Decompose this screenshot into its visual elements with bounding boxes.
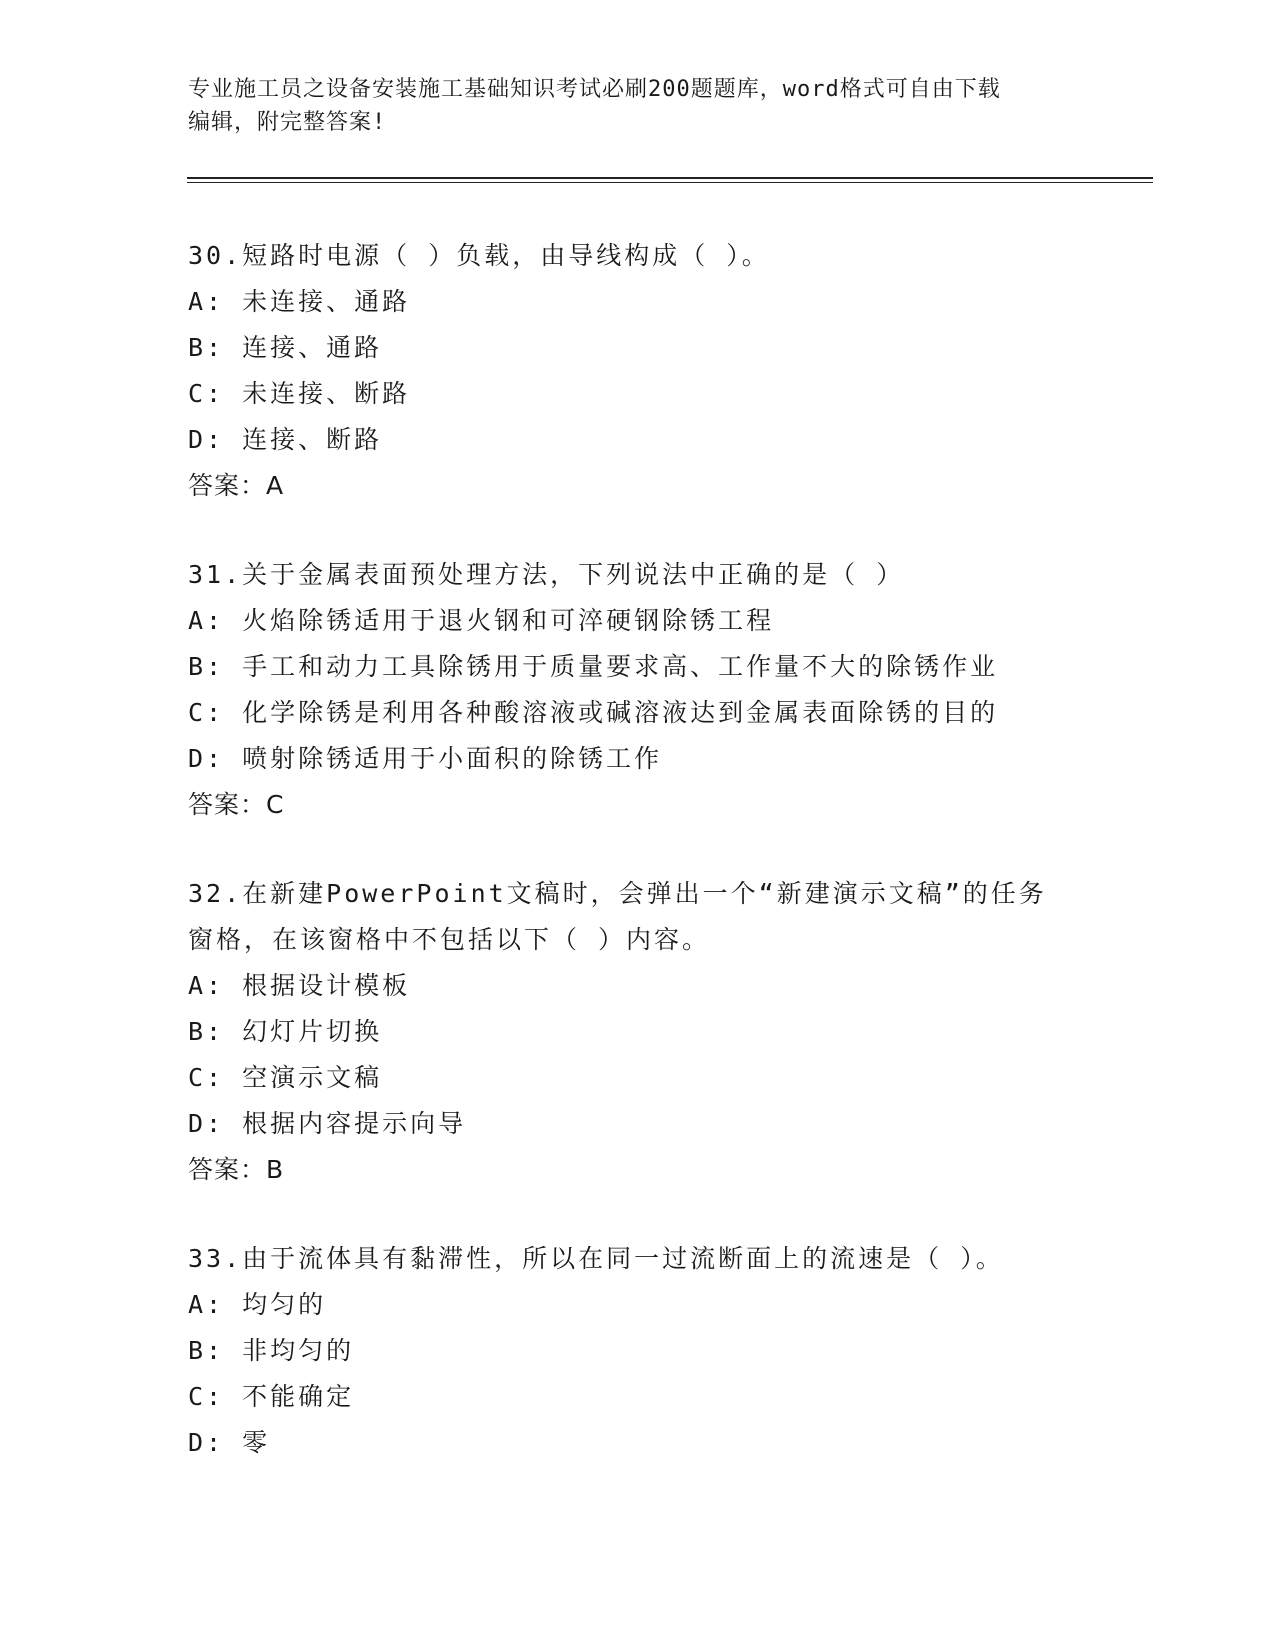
option-b: B: 手工和动力工具除锈用于质量要求高、工作量不大的除锈作业 bbox=[188, 652, 999, 681]
option-c: C: 未连接、断路 bbox=[188, 379, 411, 408]
option-c: C: 不能确定 bbox=[188, 1382, 355, 1411]
question-31 bbox=[188, 552, 1148, 828]
document-header bbox=[188, 73, 1088, 139]
option-d: D: 根据内容提示向导 bbox=[188, 1109, 467, 1138]
option-a: A: 未连接、通路 bbox=[188, 287, 411, 316]
answer-label: 答案：B bbox=[188, 1155, 285, 1184]
option-a: A: 均匀的 bbox=[188, 1290, 327, 1319]
question-stem: 32.在新建PowerPoint文稿时，会弹出一个“新建演示文稿”的任务 bbox=[188, 879, 1047, 908]
option-b: B: 非均匀的 bbox=[188, 1336, 355, 1365]
answer-label: 答案：A bbox=[188, 471, 285, 500]
question-33 bbox=[188, 1236, 1148, 1466]
option-c: C: 空演示文稿 bbox=[188, 1063, 383, 1092]
option-b: B: 连接、通路 bbox=[188, 333, 383, 362]
header-line-2: 编辑，附完整答案! bbox=[188, 110, 387, 135]
option-d: D: 零 bbox=[188, 1428, 271, 1457]
header-line-1: 专业施工员之设备安装施工基础知识考试必刷200题题库，word格式可自由下载 bbox=[188, 77, 1001, 102]
option-c: C: 化学除锈是利用各种酸溶液或碱溶液达到金属表面除锈的目的 bbox=[188, 698, 999, 727]
option-d: D: 喷射除锈适用于小面积的除锈工作 bbox=[188, 744, 663, 773]
header-divider-top bbox=[187, 177, 1153, 179]
option-a: A: 火焰除锈适用于退火钢和可淬硬钢除锈工程 bbox=[188, 606, 775, 635]
question-30 bbox=[188, 233, 1148, 509]
question-stem: 31.关于金属表面预处理方法，下列说法中正确的是（ ） bbox=[188, 560, 905, 589]
option-a: A: 根据设计模板 bbox=[188, 971, 411, 1000]
question-stem-continued: 窗格，在该窗格中不包括以下（ ）内容。 bbox=[188, 925, 711, 954]
header-divider-bottom bbox=[187, 182, 1153, 183]
answer-label: 答案：C bbox=[188, 790, 285, 819]
question-32 bbox=[188, 871, 1148, 1193]
option-b: B: 幻灯片切换 bbox=[188, 1017, 383, 1046]
question-stem: 30.短路时电源（ ）负载，由导线构成（ ）。 bbox=[188, 241, 770, 270]
question-stem: 33.由于流体具有黏滞性，所以在同一过流断面上的流速是（ ）。 bbox=[188, 1244, 1004, 1273]
option-d: D: 连接、断路 bbox=[188, 425, 383, 454]
